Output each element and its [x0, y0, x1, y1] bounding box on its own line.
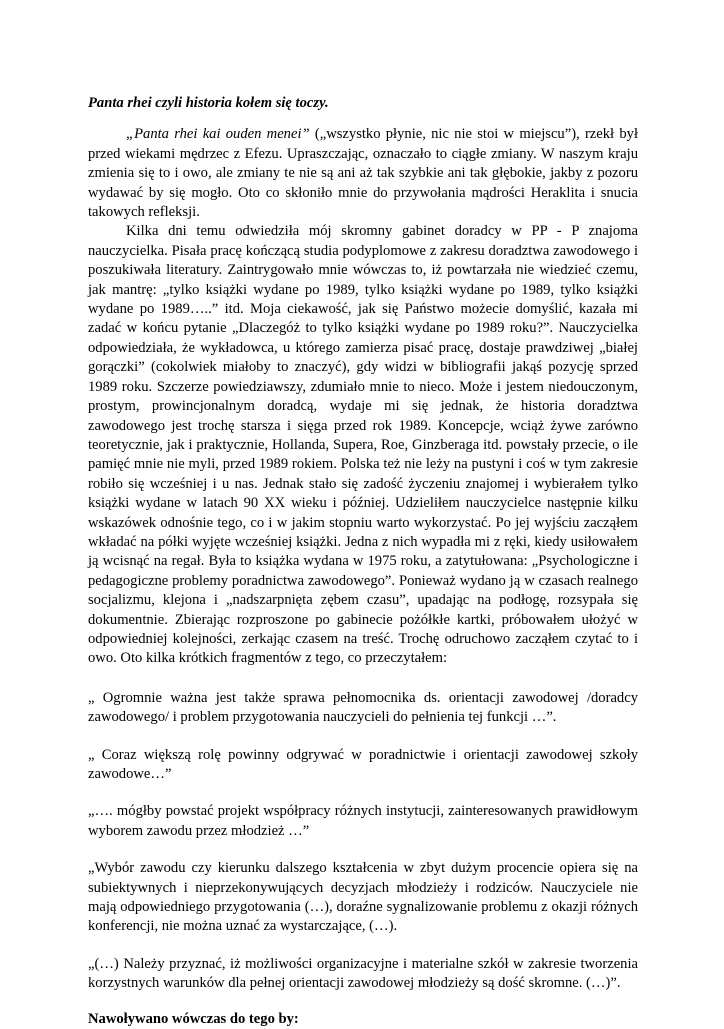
closing-heading: Nawoływano wówczas do tego by: [88, 1010, 299, 1027]
quote-fragment-3: „…. mógłby powstać projekt współpracy różnych instytucji, zainteresowanych prawidłowym wyborem zawodu przez młodzież …” [88, 803, 638, 839]
quote-fragment-2: „ Coraz większą rolę powinny odgrywać w poradnictwie i orientacji zawodowej szkoły zawodowe…” [88, 746, 638, 782]
quote-fragment-1: „ Ogromnie ważna jest także sprawa pełnomocnika ds. orientacji zawodowej /doradcy zawodowego/ i problem przygotowania nauczycieli do pełnienia tej funkcji …”. [88, 689, 638, 726]
intro-paragraph [88, 125, 638, 222]
document-body [88, 94, 638, 1029]
intro-quote-italic: „Panta rhei kai ouden menei” [126, 126, 310, 143]
quote-fragment-5: „(…) Należy przyznać, iż możliwości organizacyjne i materialne szkół w zakresie tworzenia korzystnych warunków dla pełnej orientacji zawodowej młodzieży są dość skromne. (…)”. [88, 955, 638, 992]
quote-fragment-4: „Wybór zawodu czy kierunku dalszego kształcenia w zbyt dużym procencie opiera się na subiektywnych i nieprzekonywujących decyzjach młodzieży i rodziców. Nauczyciele nie mają odpowiedniego przygotowania (…), doraźne sygnalizowanie problemu z okazji różnych konferencji, nie można uznać za wystarczające, (…). [88, 860, 638, 935]
intro-paragraph-text: („wszystko płynie, nic nie stoi w miejscu”), rzekł był przed wiekami mędrzec z Efezu. Upraszczając, oznaczało to ciągłe zmiany. W naszym kraju zmienia się to i owo, ale zmiany te nie są ani aż tak szybkie ani tak głębokie, jakby z pozoru wydawać by się mogło. Oto co skłoniło mnie do przywołania mądrości Heraklita i snucia takowych refleksji. [88, 126, 638, 221]
story-paragraph: Kilka dni temu odwiedziła mój skromny gabinet doradcy w PP - P znajoma nauczycielka. Pisała pracę kończącą studia podyplomowe z zakresu doradztwa zawodowego i poszukiwała literatury. Zaintrygowało mnie wówczas to, iż powtarzała nie wiedzieć czemu, jak mantrę: „tylko książki wydane po 1989, tylko książki wydane po 1989, tylko książki wydane po 1989…..” itd. Moja ciekawość, jak się Państwo możecie domyślić, kazała mi zadać w końcu pytanie „Dlaczegóż to tylko książki wydane po 1989 roku?”. Nauczycielka odpowiedziała, że wykładowca, u którego zamierza pisać pracę, dostaje prawdziwej „białej gorączki” (cokolwiek miałoby to znaczyć), gdy widzi w bibliografii jakąś pozycję sprzed 1989 roku. Szczerze powiedziawszy, zdumiało mnie to nieco. Może i jestem niedouczonym, prostym, prowincjonalnym doradcą, wydaje mi się jednak, że historia doradztwa zawodowego jest trochę starsza i sięga przed rok 1989. Koncepcje, wciąż żywe zarówno teoretycznie, jak i praktycznie, Hollanda, Supera, Roe, Ginzberaga itd. powstały przecie, o ile pamięć mnie nie myli, przed 1989 rokiem. Polska też nie leży na pustyni i coś w tym zakresie robiło się wcześniej i u nas. Jednak stało się zadość życzeniu znajomej i wybierałem tylko książki wydane w latach 90 XX wieku i później. Udzieliłem nauczycielce następnie kilku wskazówek odnośnie tego, co i w jakim stopniu warto wykorzystać. Po jej wyjściu zacząłem wkładać na półki wyjęte wcześniej książki. Jedna z nich wypadła mi z ręki, kiedy usiłowałem ją wcisnąć na regał. Była to książka wydana w 1975 roku, a zatytułowana: „Psychologiczne i pedagogiczne problemy poradnictwa zawodowego”. Ponieważ wydano ją w czasach realnego socjalizmu, klejona i „nadszarpnięta zębem czasu”, upadając na podłogę, rozsypała się dokumentnie. Zbierając rozproszone po gabinecie pożółkłe kartki, próbowałem ułożyć w odpowiedniej kolejności, zerkając czasem na treść. Trochę odruchowo zacząłem czytać to i owo. Oto kilka krótkich fragmentów z tego, co przeczytałem: [88, 223, 638, 667]
document-title: Panta rhei czyli historia kołem się toczy. [88, 95, 329, 111]
